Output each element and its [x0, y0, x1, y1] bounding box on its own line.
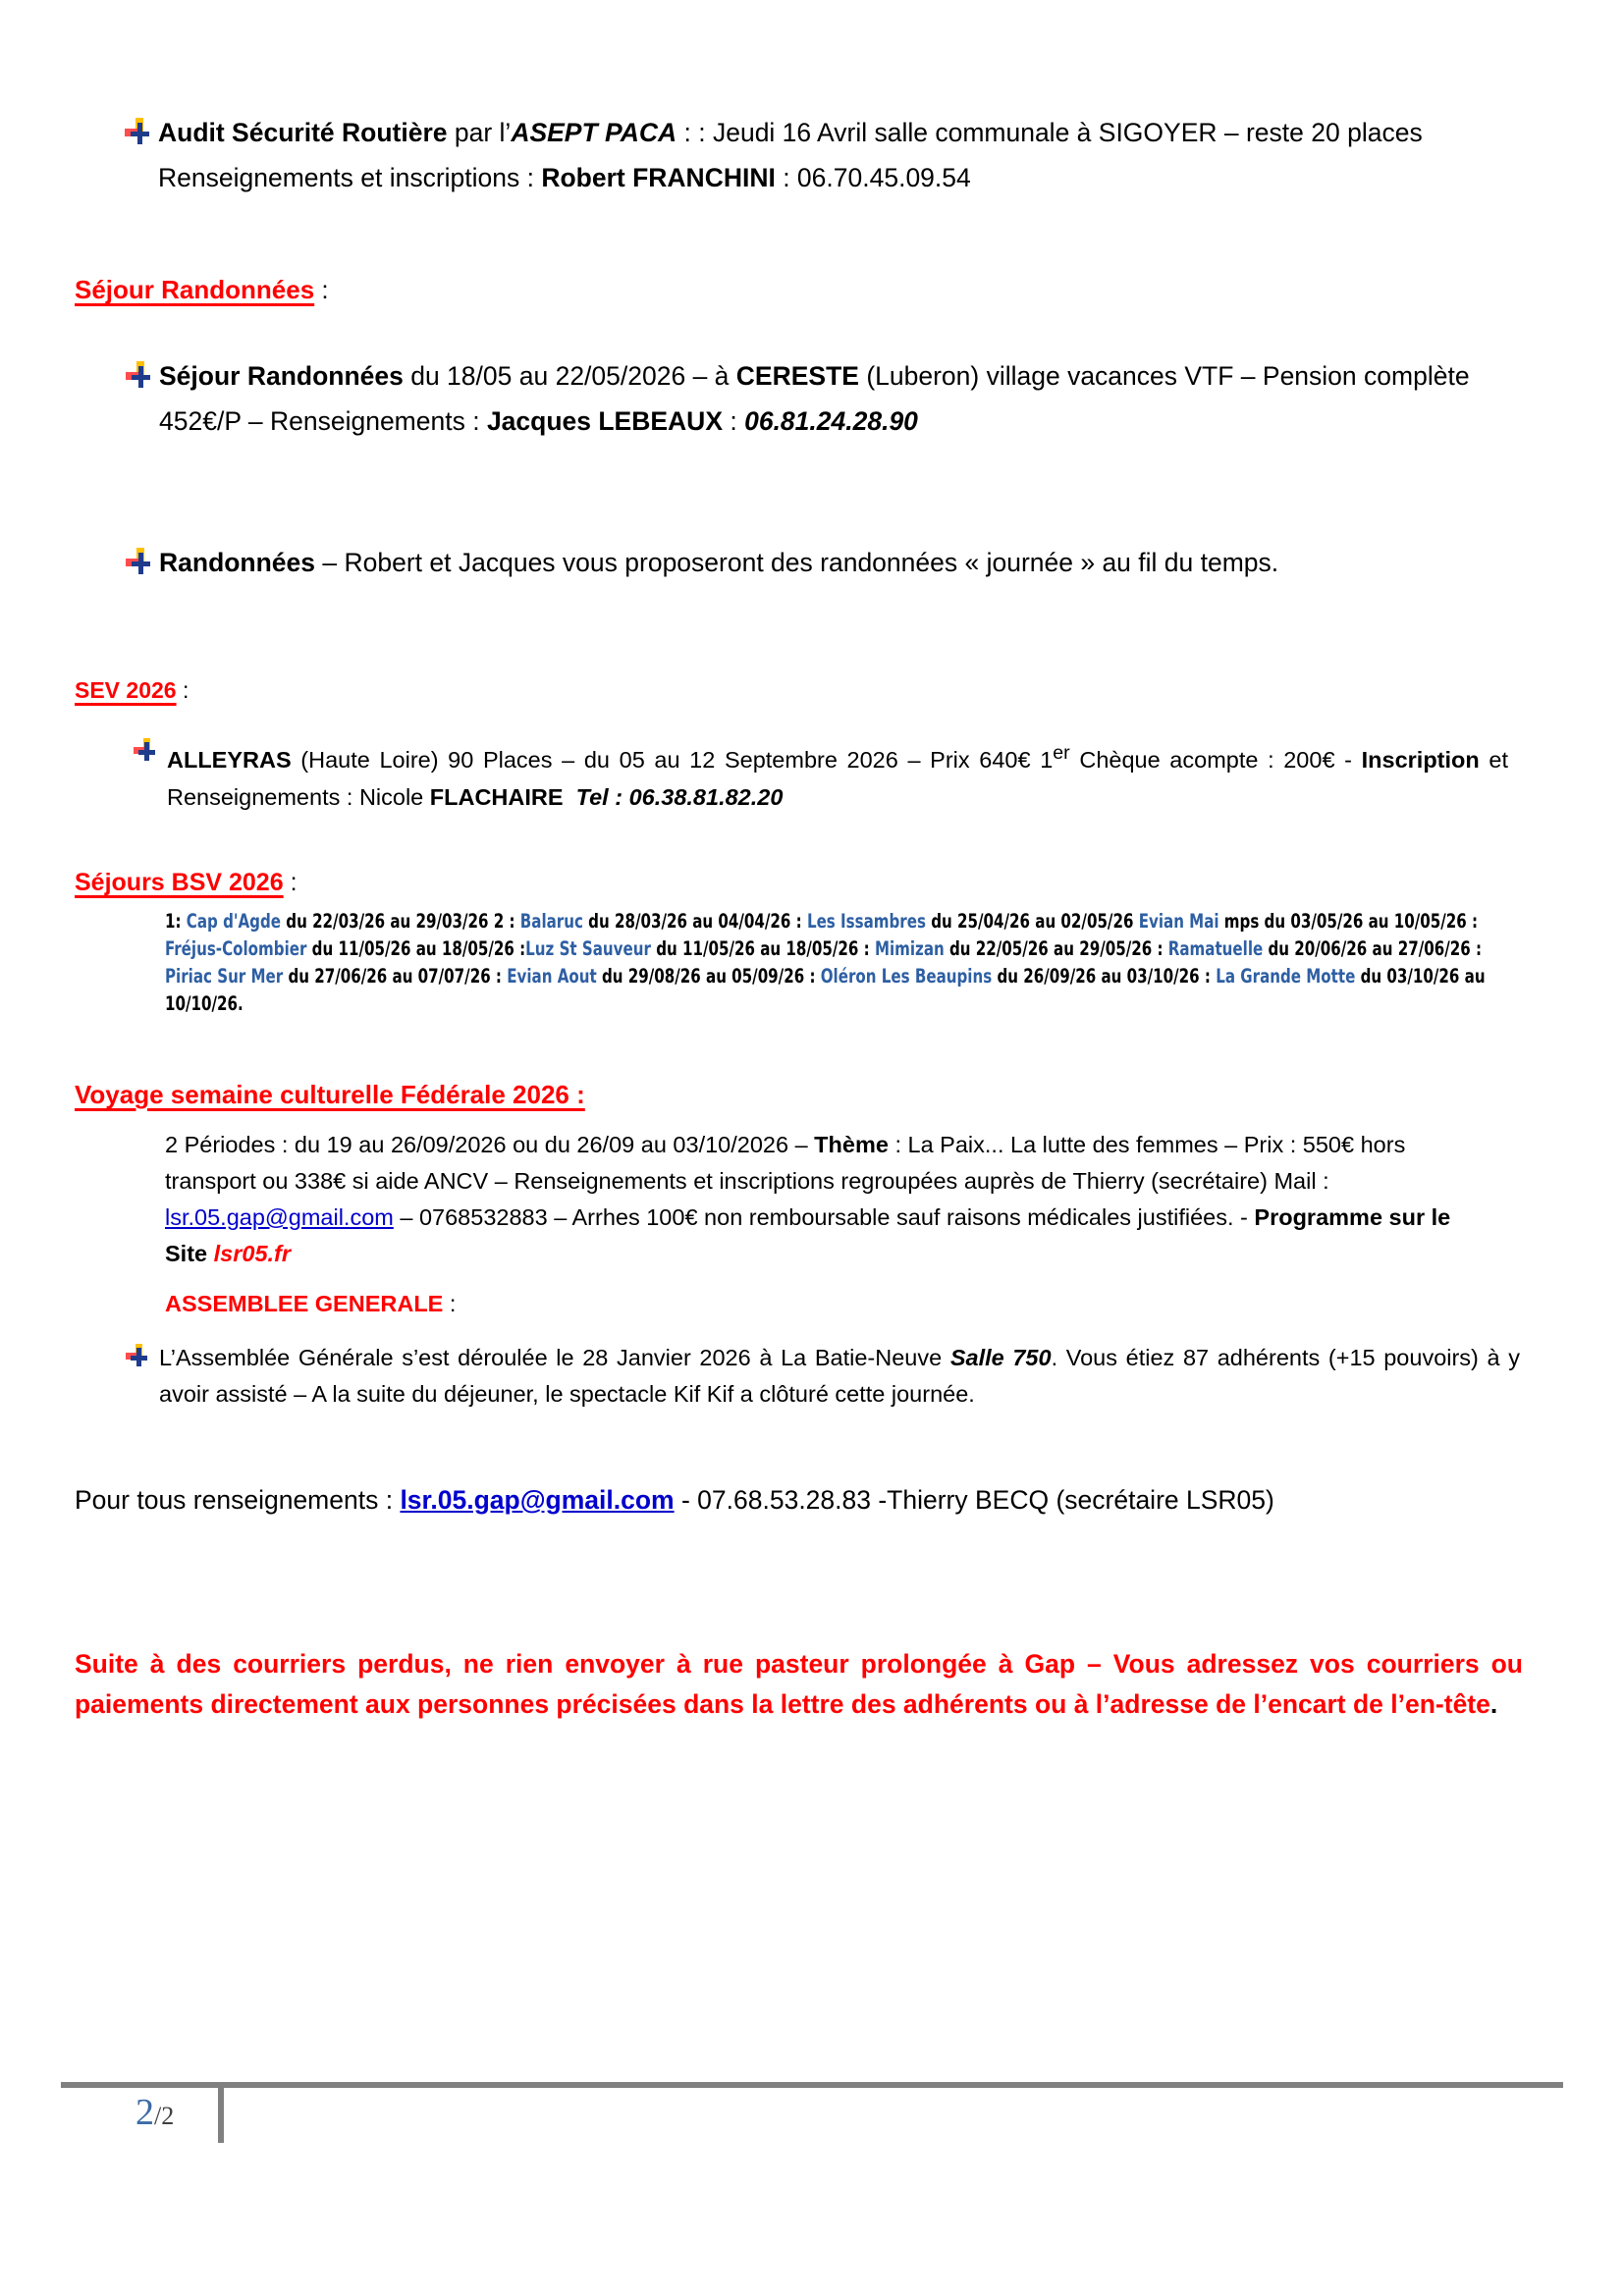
voyage-site: lsr05.fr	[213, 1241, 292, 1266]
voyage-semaine-culturelle-heading-label: Voyage semaine culturelle Fédérale 2026 :	[75, 1080, 585, 1109]
assemblee-generale-item	[126, 1340, 1520, 1413]
multicolor-cross-bullet-icon	[126, 1344, 151, 1369]
bsv-dates-2: du 28/03/26 au 04/04/26 :	[582, 910, 807, 933]
voyage-part3: – 0768532883 – Arrhes 100€ non remboursable sauf raisons médicales justifiées. -	[393, 1204, 1255, 1230]
alleyras-contact-name: FLACHAIRE	[429, 783, 564, 810]
randonnees-body: – Robert et Jacques vous proposeront des randonnées « journée » au fil du temps.	[315, 548, 1279, 577]
sejour-randonnees-text	[159, 353, 1520, 444]
multicolor-cross-bullet-icon	[126, 361, 151, 391]
assemblee-generale-heading-label: ASSEMBLEE GENERALE	[165, 1291, 444, 1316]
sejour-randonnees-dates: du 18/05 au 22/05/2026 – à	[403, 361, 736, 391]
voyage-semaine-culturelle-body	[165, 1127, 1486, 1272]
multicolor-cross-bullet-icon	[126, 548, 151, 577]
ag-part1: L’Assemblée Générale s’est déroulée le 28 Janvier 2026 à La Batie-Neuve	[159, 1345, 950, 1370]
alleyras-item	[134, 734, 1508, 816]
sejour-randonnees-heading-colon: :	[314, 275, 329, 304]
footer-tick-mark	[218, 2082, 224, 2143]
bsv-place-mimizan: Mimizan	[874, 937, 945, 960]
footer-page-number: 2	[135, 2092, 154, 2133]
sejour-randonnees-place: CERESTE	[735, 361, 859, 391]
audit-contact-phone: : 06.70.45.09.54	[775, 163, 971, 192]
sejour-randonnees-contact-sep: :	[723, 406, 745, 436]
audit-org: ASEPT PACA	[511, 118, 677, 147]
sejours-bsv-2026-heading	[75, 869, 298, 897]
bsv-dates-12: du 03/10/26 au 10/10/26.	[165, 965, 1486, 1015]
bsv-place-piriac-sur-mer: Piriac Sur Mer	[165, 965, 284, 988]
bsv-place-evian-mai: Evian Mai	[1138, 910, 1219, 933]
contact-block	[75, 1477, 1528, 1522]
voyage-part1: 2 Périodes : du 19 au 26/09/2026 ou du 26/09 au 03/10/2026 –	[165, 1132, 815, 1157]
bsv-dates-8: du 20/06/26 au 27/06/26 :	[1263, 937, 1482, 960]
bsv-dates-6: du 11/05/26 au 18/05/26 :	[650, 937, 875, 960]
assemblee-generale-heading-colon: :	[443, 1291, 457, 1316]
sejours-bsv-2026-list	[165, 908, 1530, 1018]
sejour-randonnees-place-detail: (Luberon) village vacances VTF – Pension complète 452€/P – Renseignements :	[159, 361, 1470, 436]
contact-rest: - 07.68.53.28.83 -Thierry BECQ (secrétaire LSR05)	[674, 1485, 1274, 1515]
alleyras-tel: Tel : 06.38.81.82.20	[575, 783, 784, 810]
sev-2026-heading-label: SEV 2026	[75, 677, 177, 703]
contact-email-link[interactable]: lsr.05.gap@gmail.com	[400, 1485, 675, 1515]
audit-text	[158, 110, 1520, 200]
audit-securite-routiere-item	[126, 110, 1520, 200]
alleyras-title: ALLEYRAS	[167, 746, 292, 773]
bsv-place-ramatuelle: Ramatuelle	[1167, 937, 1264, 960]
sev-2026-heading-colon: :	[176, 677, 189, 703]
alleyras-detail-1: (Haute Loire) 90 Places – du 05 au 12 Septembre 2026 – Prix 640€ 1	[291, 746, 1054, 773]
bsv-dates-4: mps du 03/05/26 au 10/05/26 :	[1218, 910, 1479, 933]
warning-tail: .	[1489, 1689, 1498, 1719]
footer-divider	[61, 2082, 1563, 2088]
bsv-index-1: 1:	[165, 910, 187, 933]
bsv-dates-7: du 22/05/26 au 29/05/26 :	[944, 937, 1168, 960]
bsv-dates-10: du 29/08/26 au 05/09/26 :	[596, 965, 821, 988]
bsv-place-cap-dagde: Cap d'Agde	[186, 910, 282, 933]
sejours-bsv-2026-heading-colon: :	[283, 869, 298, 896]
alleyras-inscription-rest: nscription	[1368, 746, 1480, 773]
sejour-randonnees-contact-name: Jacques LEBEAUX	[486, 406, 723, 436]
voyage-part2: : La Paix... La lutte des femmes – Prix : 550€ hors transport ou 338€ si aide ANCV – Renseignements et inscriptions regroupées auprès de Thierry (secrétaire) Mail :	[165, 1132, 1406, 1194]
bsv-dates-1: du 22/03/26 au 29/03/26 2 :	[281, 910, 520, 933]
randonnees-title: Randonnées	[159, 548, 316, 577]
bsv-dates-9: du 27/06/26 au 07/07/26 :	[283, 965, 508, 988]
randonnees-item	[126, 540, 1520, 585]
voyage-theme-label: Thème	[814, 1132, 889, 1157]
contact-label: Pour tous renseignements :	[75, 1485, 401, 1515]
multicolor-cross-bullet-icon	[125, 118, 150, 147]
audit-contact-name: Robert FRANCHINI	[541, 163, 776, 192]
bsv-dates-11: du 26/09/26 au 03/10/26 :	[992, 965, 1217, 988]
warning-text: Suite à des courriers perdus, ne rien envoyer à rue pasteur prolongée à Gap – Vous adressez vos courriers ou paiements directement aux personnes précisées dans la lettre des adhérents ou à l’adresse de l’encart de l’en-tête	[75, 1649, 1523, 1719]
warning-notice	[75, 1644, 1523, 1725]
bsv-place-oleron-les-beaupins: Oléron Les Beaupins	[820, 965, 993, 988]
ag-salle: Salle 750	[949, 1345, 1052, 1370]
alleyras-text	[167, 734, 1508, 816]
sejours-bsv-2026-heading-label: Séjours BSV 2026	[75, 869, 284, 896]
audit-par: par l’	[447, 118, 512, 147]
bsv-place-la-grande-motte: La Grande Motte	[1216, 965, 1356, 988]
assemblee-generale-heading	[165, 1291, 456, 1317]
ag-part2: . Vous étiez 87 adhérents (+15 pouvoirs) à y avoir assisté – A la suite du déjeuner, le spectacle Kif Kif a clôturé cette journée.	[159, 1345, 1521, 1407]
alleyras-detail-3: et Renseignements : Nicole	[167, 746, 1508, 810]
bsv-place-luz-st-sauveur: Luz St Sauveur	[525, 937, 651, 960]
sejour-randonnees-contact-phone: 06.81.24.28.90	[744, 406, 918, 436]
bsv-dates-5: du 11/05/26 au 18/05/26 :	[306, 937, 526, 960]
bsv-place-les-issambres: Les Issambres	[806, 910, 926, 933]
voyage-email-link[interactable]: lsr.05.gap@gmail.com	[165, 1204, 394, 1230]
assemblee-generale-text	[159, 1340, 1520, 1413]
footer-page-total: /2	[154, 2102, 175, 2130]
sejour-randonnees-title: Séjour Randonnées	[159, 361, 404, 391]
voyage-programme-label: Programme sur le Site	[165, 1204, 1451, 1266]
sejour-randonnees-heading-label: Séjour Randonnées	[75, 275, 315, 304]
multicolor-cross-bullet-icon	[134, 738, 159, 764]
bsv-place-evian-aout: Evian Aout	[507, 965, 597, 988]
alleyras-inscription-bold: I	[1361, 746, 1369, 773]
bsv-dates-3: du 25/04/26 au 02/05/26	[925, 910, 1139, 933]
sev-2026-heading	[75, 677, 189, 704]
bsv-place-balaruc: Balaruc	[519, 910, 583, 933]
bsv-place-frejus-colombier: Fréjus-Colombier	[165, 937, 307, 960]
audit-title: Audit Sécurité Routière	[158, 118, 448, 147]
alleyras-detail-2: Chèque acompte : 200€ -	[1069, 746, 1362, 773]
voyage-semaine-culturelle-heading	[75, 1080, 585, 1110]
sejour-randonnees-item	[126, 353, 1520, 444]
randonnees-text	[159, 540, 1520, 585]
footer-page-indicator	[135, 2094, 174, 2131]
alleyras-exposant: er	[1053, 742, 1070, 764]
sejour-randonnees-heading	[75, 275, 329, 305]
audit-detail: : : Jeudi 16 Avril salle communale à SIGOYER – reste 20 places Renseignements et inscriptions :	[158, 118, 1423, 192]
